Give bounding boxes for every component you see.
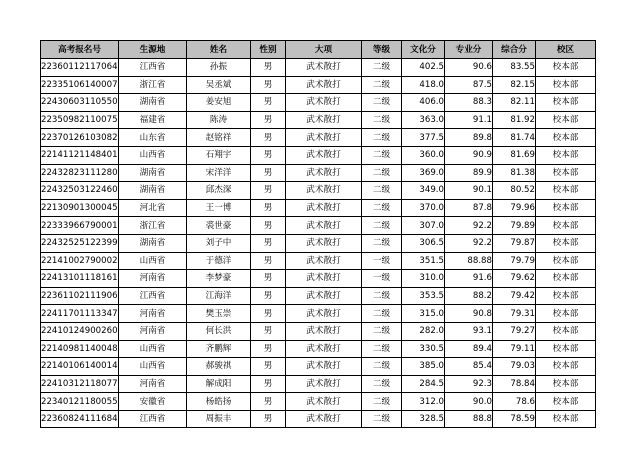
cell-gender: 男 — [251, 393, 286, 411]
cell-name: 江海洋 — [187, 287, 251, 305]
cell-major: 武术散打 — [286, 59, 362, 77]
cell-origin: 江西省 — [119, 410, 187, 428]
cell-gender: 男 — [251, 375, 286, 393]
cell-major: 武术散打 — [286, 76, 362, 94]
table-row — [41, 76, 596, 94]
cell-level: 二级 — [362, 111, 402, 129]
cell-name: 宋洋洋 — [187, 164, 251, 182]
cell-name: 姜安旭 — [187, 94, 251, 112]
table-row — [41, 287, 596, 305]
cell-origin: 山西省 — [119, 146, 187, 164]
col-header-level: 等级 — [362, 41, 402, 59]
cell-total-score: 79.42 — [493, 287, 536, 305]
cell-specialty-score: 88.2 — [445, 287, 493, 305]
cell-specialty-score: 92.2 — [445, 234, 493, 252]
cell-total-score: 78.6 — [493, 393, 536, 411]
cell-culture-score: 385.0 — [402, 358, 445, 376]
cell-total-score: 79.79 — [493, 252, 536, 270]
cell-level: 二级 — [362, 340, 402, 358]
cell-name: 李梦豪 — [187, 270, 251, 288]
cell-campus: 校本部 — [536, 410, 596, 428]
cell-gender: 男 — [251, 94, 286, 112]
cell-gender: 男 — [251, 234, 286, 252]
cell-total-score: 82.11 — [493, 94, 536, 112]
cell-culture-score: 363.0 — [402, 111, 445, 129]
cell-gender: 男 — [251, 252, 286, 270]
cell-culture-score: 360.0 — [402, 146, 445, 164]
cell-specialty-score: 87.8 — [445, 199, 493, 217]
cell-level: 二级 — [362, 164, 402, 182]
cell-specialty-score: 90.8 — [445, 305, 493, 323]
cell-origin: 福建省 — [119, 111, 187, 129]
cell-total-score: 82.15 — [493, 76, 536, 94]
cell-total-score: 79.27 — [493, 322, 536, 340]
cell-major: 武术散打 — [286, 358, 362, 376]
cell-gender: 男 — [251, 287, 286, 305]
cell-major: 武术散打 — [286, 234, 362, 252]
cell-exam-id: 22413101118161 — [41, 270, 119, 288]
col-header-major: 大项 — [286, 41, 362, 59]
cell-major: 武术散打 — [286, 287, 362, 305]
cell-exam-id: 22335106140007 — [41, 76, 119, 94]
cell-specialty-score: 90.1 — [445, 182, 493, 200]
cell-campus: 校本部 — [536, 146, 596, 164]
cell-total-score: 81.38 — [493, 164, 536, 182]
cell-total-score: 79.31 — [493, 305, 536, 323]
cell-exam-id: 22333966790001 — [41, 217, 119, 235]
cell-campus: 校本部 — [536, 129, 596, 147]
cell-culture-score: 369.0 — [402, 164, 445, 182]
cell-specialty-score: 92.3 — [445, 375, 493, 393]
cell-culture-score: 312.0 — [402, 393, 445, 411]
cell-culture-score: 349.0 — [402, 182, 445, 200]
cell-campus: 校本部 — [536, 252, 596, 270]
cell-exam-id: 22360112117064 — [41, 59, 119, 77]
cell-name: 陈涛 — [187, 111, 251, 129]
cell-specialty-score: 93.1 — [445, 322, 493, 340]
cell-culture-score: 406.0 — [402, 94, 445, 112]
cell-level: 二级 — [362, 94, 402, 112]
cell-gender: 男 — [251, 182, 286, 200]
cell-gender: 男 — [251, 358, 286, 376]
cell-gender: 男 — [251, 76, 286, 94]
cell-origin: 河南省 — [119, 322, 187, 340]
cell-name: 解成阳 — [187, 375, 251, 393]
cell-specialty-score: 91.1 — [445, 111, 493, 129]
cell-level: 二级 — [362, 358, 402, 376]
cell-origin: 湖南省 — [119, 164, 187, 182]
col-header-origin: 生源地 — [119, 41, 187, 59]
table-row — [41, 410, 596, 428]
cell-level: 一级 — [362, 252, 402, 270]
table-row — [41, 164, 596, 182]
cell-exam-id: 22141121148401 — [41, 146, 119, 164]
table-row — [41, 358, 596, 376]
cell-origin: 河南省 — [119, 375, 187, 393]
table-row — [41, 340, 596, 358]
cell-total-score: 81.69 — [493, 146, 536, 164]
table-row — [41, 182, 596, 200]
cell-total-score: 79.11 — [493, 340, 536, 358]
cell-origin: 湖南省 — [119, 94, 187, 112]
cell-major: 武术散打 — [286, 410, 362, 428]
cell-culture-score: 310.0 — [402, 270, 445, 288]
cell-origin: 山西省 — [119, 340, 187, 358]
cell-origin: 湖南省 — [119, 182, 187, 200]
admission-score-table — [40, 40, 596, 428]
cell-specialty-score: 89.9 — [445, 164, 493, 182]
cell-campus: 校本部 — [536, 270, 596, 288]
header-row — [41, 41, 596, 59]
cell-level: 二级 — [362, 287, 402, 305]
cell-campus: 校本部 — [536, 393, 596, 411]
cell-exam-id: 22411701113347 — [41, 305, 119, 323]
table-row — [41, 59, 596, 77]
table-row — [41, 94, 596, 112]
table-row — [41, 111, 596, 129]
cell-gender: 男 — [251, 305, 286, 323]
cell-level: 二级 — [362, 375, 402, 393]
cell-culture-score: 282.0 — [402, 322, 445, 340]
cell-name: 周振丰 — [187, 410, 251, 428]
cell-campus: 校本部 — [536, 76, 596, 94]
cell-exam-id: 22140981140048 — [41, 340, 119, 358]
cell-origin: 河南省 — [119, 270, 187, 288]
cell-major: 武术散打 — [286, 217, 362, 235]
table-row — [41, 252, 596, 270]
cell-campus: 校本部 — [536, 217, 596, 235]
cell-total-score: 80.52 — [493, 182, 536, 200]
cell-major: 武术散打 — [286, 182, 362, 200]
cell-level: 二级 — [362, 199, 402, 217]
cell-name: 赵铭祥 — [187, 129, 251, 147]
cell-origin: 山西省 — [119, 252, 187, 270]
cell-campus: 校本部 — [536, 164, 596, 182]
cell-gender: 男 — [251, 270, 286, 288]
cell-total-score: 81.74 — [493, 129, 536, 147]
table-row — [41, 234, 596, 252]
cell-major: 武术散打 — [286, 252, 362, 270]
cell-major: 武术散打 — [286, 322, 362, 340]
cell-gender: 男 — [251, 410, 286, 428]
cell-name: 孙振 — [187, 59, 251, 77]
cell-culture-score: 284.5 — [402, 375, 445, 393]
cell-major: 武术散打 — [286, 393, 362, 411]
table-row — [41, 375, 596, 393]
cell-culture-score: 328.5 — [402, 410, 445, 428]
cell-culture-score: 377.5 — [402, 129, 445, 147]
cell-exam-id: 22432823111280 — [41, 164, 119, 182]
cell-culture-score: 306.5 — [402, 234, 445, 252]
cell-specialty-score: 88.88 — [445, 252, 493, 270]
cell-origin: 湖南省 — [119, 234, 187, 252]
cell-name: 吴丞斌 — [187, 76, 251, 94]
table-row — [41, 270, 596, 288]
cell-major: 武术散打 — [286, 129, 362, 147]
cell-culture-score: 402.5 — [402, 59, 445, 77]
cell-specialty-score: 90.0 — [445, 393, 493, 411]
cell-name: 齐鹏辉 — [187, 340, 251, 358]
col-header-campus: 校区 — [536, 41, 596, 59]
cell-gender: 男 — [251, 164, 286, 182]
cell-campus: 校本部 — [536, 234, 596, 252]
table-row — [41, 199, 596, 217]
cell-specialty-score: 91.6 — [445, 270, 493, 288]
cell-origin: 山西省 — [119, 358, 187, 376]
score-sheet — [40, 40, 595, 428]
cell-major: 武术散打 — [286, 199, 362, 217]
table-row — [41, 393, 596, 411]
col-header-culture-score: 文化分 — [402, 41, 445, 59]
cell-name: 裘世豪 — [187, 217, 251, 235]
cell-major: 武术散打 — [286, 270, 362, 288]
col-header-name: 姓名 — [187, 41, 251, 59]
cell-campus: 校本部 — [536, 322, 596, 340]
cell-total-score: 78.84 — [493, 375, 536, 393]
cell-exam-id: 22432503122460 — [41, 182, 119, 200]
col-header-gender: 性别 — [251, 41, 286, 59]
cell-total-score: 79.87 — [493, 234, 536, 252]
cell-major: 武术散打 — [286, 94, 362, 112]
cell-name: 石翔宇 — [187, 146, 251, 164]
cell-campus: 校本部 — [536, 199, 596, 217]
cell-origin: 江西省 — [119, 59, 187, 77]
cell-level: 二级 — [362, 234, 402, 252]
cell-origin: 浙江省 — [119, 76, 187, 94]
cell-level: 二级 — [362, 305, 402, 323]
table-row — [41, 217, 596, 235]
cell-exam-id: 22430603110550 — [41, 94, 119, 112]
col-header-exam-id: 高考报名号 — [41, 41, 119, 59]
cell-culture-score: 418.0 — [402, 76, 445, 94]
cell-culture-score: 351.5 — [402, 252, 445, 270]
cell-name: 樊玉崇 — [187, 305, 251, 323]
table-row — [41, 129, 596, 147]
cell-gender: 男 — [251, 129, 286, 147]
cell-level: 二级 — [362, 76, 402, 94]
cell-origin: 河北省 — [119, 199, 187, 217]
cell-specialty-score: 85.4 — [445, 358, 493, 376]
cell-specialty-score: 87.5 — [445, 76, 493, 94]
cell-gender: 男 — [251, 217, 286, 235]
cell-name: 王一博 — [187, 199, 251, 217]
cell-culture-score: 330.5 — [402, 340, 445, 358]
cell-gender: 男 — [251, 340, 286, 358]
table-row — [41, 146, 596, 164]
col-header-specialty-score: 专业分 — [445, 41, 493, 59]
cell-campus: 校本部 — [536, 287, 596, 305]
table-row — [41, 305, 596, 323]
cell-culture-score: 370.0 — [402, 199, 445, 217]
cell-level: 二级 — [362, 393, 402, 411]
cell-major: 武术散打 — [286, 146, 362, 164]
cell-campus: 校本部 — [536, 375, 596, 393]
cell-specialty-score: 90.9 — [445, 146, 493, 164]
cell-total-score: 78.59 — [493, 410, 536, 428]
cell-campus: 校本部 — [536, 59, 596, 77]
cell-exam-id: 22361102111906 — [41, 287, 119, 305]
cell-exam-id: 22410312118077 — [41, 375, 119, 393]
cell-name: 何长洪 — [187, 322, 251, 340]
cell-specialty-score: 88.3 — [445, 94, 493, 112]
cell-major: 武术散打 — [286, 164, 362, 182]
cell-total-score: 79.89 — [493, 217, 536, 235]
cell-total-score: 79.62 — [493, 270, 536, 288]
cell-origin: 浙江省 — [119, 217, 187, 235]
cell-exam-id: 22432525122399 — [41, 234, 119, 252]
cell-specialty-score: 89.8 — [445, 129, 493, 147]
cell-name: 杨皓扬 — [187, 393, 251, 411]
cell-exam-id: 22350982110075 — [41, 111, 119, 129]
cell-level: 一级 — [362, 270, 402, 288]
cell-exam-id: 22360824111684 — [41, 410, 119, 428]
cell-origin: 河南省 — [119, 305, 187, 323]
cell-culture-score: 307.0 — [402, 217, 445, 235]
cell-level: 二级 — [362, 217, 402, 235]
cell-name: 刘子中 — [187, 234, 251, 252]
cell-campus: 校本部 — [536, 358, 596, 376]
cell-campus: 校本部 — [536, 182, 596, 200]
cell-name: 邱杰深 — [187, 182, 251, 200]
cell-gender: 男 — [251, 59, 286, 77]
cell-level: 二级 — [362, 410, 402, 428]
cell-gender: 男 — [251, 199, 286, 217]
cell-total-score: 79.96 — [493, 199, 536, 217]
cell-exam-id: 22340121180055 — [41, 393, 119, 411]
cell-major: 武术散打 — [286, 375, 362, 393]
cell-name: 于德洋 — [187, 252, 251, 270]
cell-specialty-score: 89.4 — [445, 340, 493, 358]
cell-level: 二级 — [362, 129, 402, 147]
cell-gender: 男 — [251, 111, 286, 129]
col-header-total-score: 综合分 — [493, 41, 536, 59]
cell-specialty-score: 92.2 — [445, 217, 493, 235]
cell-name: 郝骏祺 — [187, 358, 251, 376]
cell-level: 二级 — [362, 182, 402, 200]
cell-total-score: 83.55 — [493, 59, 536, 77]
cell-specialty-score: 90.6 — [445, 59, 493, 77]
cell-exam-id: 22410124900260 — [41, 322, 119, 340]
cell-major: 武术散打 — [286, 111, 362, 129]
cell-culture-score: 315.0 — [402, 305, 445, 323]
cell-level: 二级 — [362, 59, 402, 77]
cell-major: 武术散打 — [286, 305, 362, 323]
cell-exam-id: 22140106140014 — [41, 358, 119, 376]
cell-exam-id: 22370126103082 — [41, 129, 119, 147]
cell-campus: 校本部 — [536, 111, 596, 129]
cell-campus: 校本部 — [536, 94, 596, 112]
cell-campus: 校本部 — [536, 340, 596, 358]
cell-level: 二级 — [362, 322, 402, 340]
cell-campus: 校本部 — [536, 305, 596, 323]
cell-total-score: 81.92 — [493, 111, 536, 129]
cell-gender: 男 — [251, 146, 286, 164]
cell-total-score: 79.03 — [493, 358, 536, 376]
table-body — [41, 59, 596, 428]
cell-exam-id: 22141002790002 — [41, 252, 119, 270]
cell-culture-score: 353.5 — [402, 287, 445, 305]
table-row — [41, 322, 596, 340]
cell-origin: 安徽省 — [119, 393, 187, 411]
cell-major: 武术散打 — [286, 340, 362, 358]
cell-specialty-score: 88.8 — [445, 410, 493, 428]
cell-gender: 男 — [251, 322, 286, 340]
cell-origin: 山东省 — [119, 129, 187, 147]
cell-level: 二级 — [362, 146, 402, 164]
cell-exam-id: 22130901300045 — [41, 199, 119, 217]
cell-origin: 江西省 — [119, 287, 187, 305]
